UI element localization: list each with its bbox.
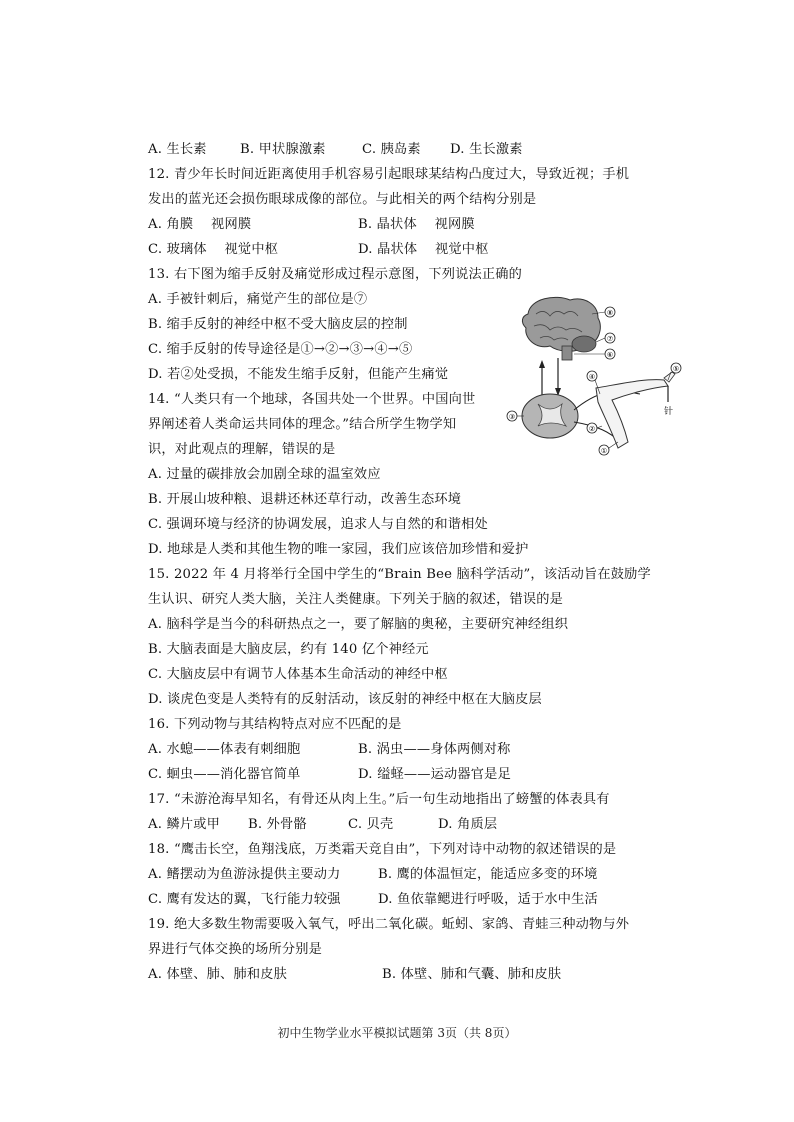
q14-stem-line-3: 识，对此观点的理解，错误的是	[148, 442, 336, 457]
cerebellum-icon	[572, 336, 596, 352]
label-7: ⑦	[606, 335, 614, 343]
q17-option-a: A. 鳞片或甲	[148, 817, 221, 832]
q11-option-a: A. 生长素	[148, 142, 207, 157]
q18-option-d: D. 鱼依靠鳃进行呼吸，适于水中生活	[378, 892, 598, 907]
label-6: ⑥	[606, 351, 614, 359]
q16-stem: 16. 下列动物与其结构特点对应不匹配的是	[148, 717, 402, 732]
q12-stem-line-1: 12. 青少年长时间近距离使用手机容易引起眼球某结构凸度过大，导致近视；手机	[148, 167, 630, 182]
q13-option-a: A. 手被针刺后，痛觉产生的部位是⑦	[148, 292, 368, 307]
q12-option-b: B. 晶状体 视网膜	[358, 217, 475, 232]
label-5: ⑤	[672, 365, 680, 373]
q12-stem-line-2: 发出的蓝光还会损伤眼球成像的部位。与此相关的两个结构分别是	[148, 192, 537, 207]
q19-option-a: A. 体壁、肺、肺和皮肤	[148, 967, 287, 982]
q11-option-b: B. 甲状腺激素	[240, 142, 326, 157]
q17-option-d: D. 角质层	[438, 817, 498, 832]
q15-stem-line-1: 15. 2022 年 4 月将举行全国中学生的“Brain Bee 脑科学活动”，该活动旨在鼓励学	[148, 567, 651, 582]
label-1: ①	[600, 447, 608, 455]
q18-option-c: C. 鹰有发达的翼，飞行能力较强	[148, 892, 341, 907]
arrow-up-icon	[539, 360, 545, 368]
q19-option-b: B. 体壁、肺和气囊、肺和皮肤	[382, 967, 562, 982]
q14-option-d: D. 地球是人类和其他生物的唯一家园，我们应该倍加珍惜和爱护	[148, 542, 529, 557]
q18-option-a: A. 鳍摆动为鱼游泳提供主要动力	[148, 867, 341, 882]
q13-option-d: D. 若②处受损，不能发生缩手反射，但能产生痛觉	[148, 367, 449, 382]
q15-option-c: C. 大脑皮层中有调节人体基本生命活动的神经中枢	[148, 667, 448, 682]
label-4: ④	[588, 373, 596, 381]
q13-option-b: B. 缩手反射的神经中枢不受大脑皮层的控制	[148, 317, 408, 332]
q14-stem-line-2: 界阐述着人类命运共同体的理念。”结合所学生物学知	[148, 417, 457, 432]
q16-option-a: A. 水螅——体表有刺细胞	[148, 742, 301, 757]
label-8: ⑧	[606, 309, 614, 317]
reflex-arc-diagram	[500, 292, 690, 462]
label-3: ③	[508, 413, 516, 421]
q15-option-a: A. 脑科学是当今的科研热点之一，要了解脑的奥秘，主要研究神经组织	[148, 617, 569, 632]
label-pin: 针	[664, 407, 674, 417]
q18-option-b: B. 鹰的体温恒定，能适应多变的环境	[378, 867, 598, 882]
q17-stem: 17. “未游沧海早知名，有骨还从肉上生。”后一句生动地指出了螃蟹的体表具有	[148, 792, 610, 807]
q19-stem-line-2: 界进行气体交换的场所分别是	[148, 942, 323, 957]
q16-option-c: C. 蛔虫——消化器官简单	[148, 767, 301, 782]
q13-option-c: C. 缩手反射的传导途径是①→②→③→④→⑤	[148, 342, 413, 357]
q14-stem-line-1: 14. “人类只有一个地球，各国共处一个世界。中国向世	[148, 392, 476, 407]
label-2: ②	[588, 425, 596, 433]
q14-option-c: C. 强调环境与经济的协调发展，追求人与自然的和谐相处	[148, 517, 488, 532]
q11-option-c: C. 胰岛素	[362, 142, 421, 157]
hand-icon	[664, 372, 675, 382]
arm-icon	[596, 380, 668, 448]
q14-option-b: B. 开展山坡种粮、退耕还林还草行动，改善生态环境	[148, 492, 462, 507]
q15-stem-line-2: 生认识、研究人类大脑，关注人类健康。下列关于脑的叙述，错误的是	[148, 592, 564, 607]
q12-option-c: C. 玻璃体 视觉中枢	[148, 242, 279, 257]
q12-option-a: A. 角膜 视网膜	[148, 217, 252, 232]
q16-option-b: B. 涡虫——身体两侧对称	[358, 742, 511, 757]
brainstem-icon	[562, 346, 572, 360]
q16-option-d: D. 缢蛏——运动器官是足	[358, 767, 511, 782]
q18-stem: 18. “鹰击长空，鱼翔浅底，万类霜天竞自由”，下列对诗中动物的叙述错误的是	[148, 842, 617, 857]
q11-option-d: D. 生长激素	[450, 142, 523, 157]
page-footer: 初中生物学业水平模拟试题第 3页（共 8页）	[277, 1026, 517, 1040]
q14-option-a: A. 过量的碳排放会加剧全球的温室效应	[148, 467, 381, 482]
q17-option-b: B. 外骨骼	[248, 817, 307, 832]
q19-stem-line-1: 19. 绝大多数生物需要吸入氧气，呼出二氧化碳。蚯蚓、家鸽、青蛙三种动物与外	[148, 917, 630, 932]
q17-option-c: C. 贝壳	[348, 817, 394, 832]
q13-stem: 13. 右下图为缩手反射及痛觉形成过程示意图，下列说法正确的	[148, 267, 523, 282]
q15-option-b: B. 大脑表面是大脑皮层，约有 140 亿个神经元	[148, 642, 429, 657]
q15-option-d: D. 谈虎色变是人类特有的反射活动，该反射的神经中枢在大脑皮层	[148, 692, 542, 707]
q12-option-d: D. 晶状体 视觉中枢	[358, 242, 489, 257]
